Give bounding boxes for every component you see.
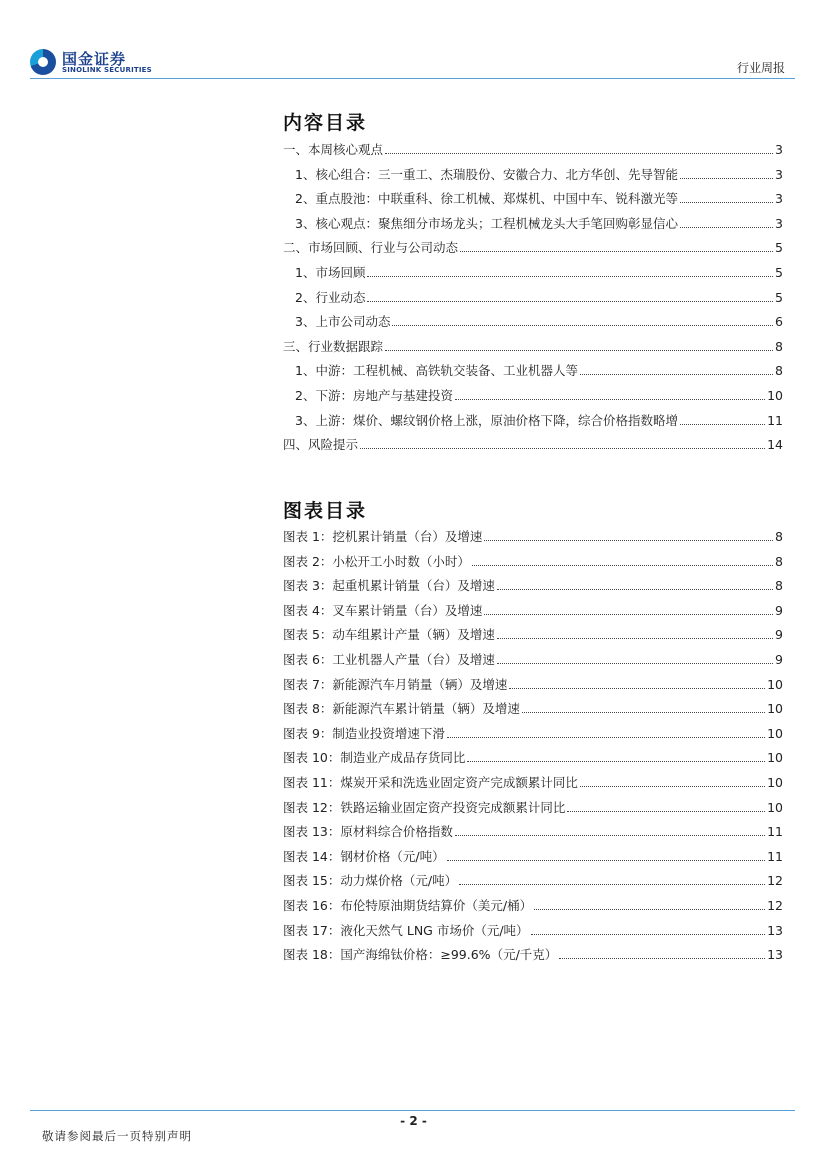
figure-entry-page: 12 xyxy=(767,897,783,913)
dot-leader xyxy=(447,860,766,861)
toc-entry-label: 四、风险提示 xyxy=(283,437,359,453)
figure-entry-page: 10 xyxy=(767,799,783,815)
logo-icon xyxy=(30,49,56,75)
figure-entry-page: 11 xyxy=(767,848,783,864)
dot-leader xyxy=(385,153,773,154)
toc-entry[interactable] xyxy=(283,140,783,165)
dot-leader xyxy=(497,663,773,664)
toc-entry[interactable] xyxy=(283,361,783,386)
toc-entry-label: 1、核心组合：三一重工、杰瑞股份、安徽合力、北方华创、先导智能 xyxy=(295,166,678,182)
page-number: - 2 - xyxy=(400,1114,427,1128)
dot-leader xyxy=(460,251,773,252)
toc-entry[interactable] xyxy=(283,189,783,214)
figure-entry-label: 图表 3：起重机累计销量（台）及增速 xyxy=(283,578,495,594)
figure-entry-page: 9 xyxy=(775,627,783,643)
figure-entry-label: 图表 16：布伦特原油期货结算价（美元/桶） xyxy=(283,897,533,913)
figure-entry[interactable] xyxy=(283,625,783,650)
figure-entry-label: 图表 18：国产海绵钛价格：≥99.6%（元/千克） xyxy=(283,947,558,963)
figure-entry[interactable] xyxy=(283,871,783,896)
toc-entry-label: 2、重点股池：中联重科、徐工机械、郑煤机、中国中车、锐科激光等 xyxy=(295,191,678,207)
figure-entry-label: 图表 5：动车组累计产量（辆）及增速 xyxy=(283,627,495,643)
dot-leader xyxy=(484,614,773,615)
dot-leader xyxy=(531,934,766,935)
toc-entry-page: 5 xyxy=(775,264,783,280)
figure-entry[interactable] xyxy=(283,921,783,946)
figure-entry[interactable] xyxy=(283,650,783,675)
table-of-contents xyxy=(283,140,783,460)
figure-entry-label: 图表 6：工业机器人产量（台）及增速 xyxy=(283,651,495,667)
toc-entry-label: 2、行业动态 xyxy=(295,289,366,305)
header-divider xyxy=(30,78,795,79)
toc-entry-label: 三、行业数据跟踪 xyxy=(283,338,384,354)
dot-leader xyxy=(455,399,765,400)
figure-entry-label: 图表 8：新能源汽车累计销量（辆）及增速 xyxy=(283,701,520,717)
dot-leader xyxy=(559,958,765,959)
figure-entry[interactable] xyxy=(283,847,783,872)
dot-leader xyxy=(484,540,773,541)
figure-entry[interactable] xyxy=(283,822,783,847)
dot-leader xyxy=(680,178,773,179)
toc-entry-label: 3、上游：煤价、螺纹钢价格上涨，原油价格下降，综合价格指数略增 xyxy=(295,412,678,428)
figure-entry[interactable] xyxy=(283,699,783,724)
disclaimer: 敬请参阅最后一页特别声明 xyxy=(42,1129,192,1143)
logo-english-name: SINOLINK SECURITIES xyxy=(62,66,152,74)
figure-entry-page: 12 xyxy=(767,873,783,889)
figure-entry[interactable] xyxy=(283,576,783,601)
toc-entry-page: 10 xyxy=(767,387,783,403)
figure-entry-page: 13 xyxy=(767,922,783,938)
figure-entry-page: 8 xyxy=(775,578,783,594)
toc-entry-label: 3、上市公司动态 xyxy=(295,314,391,330)
dot-leader xyxy=(367,276,773,277)
figure-entry-page: 11 xyxy=(767,824,783,840)
footer-divider xyxy=(30,1110,795,1111)
figure-entry-label: 图表 13：原材料综合价格指数 xyxy=(283,824,453,840)
dot-leader xyxy=(360,448,765,449)
figure-entry-page: 9 xyxy=(775,602,783,618)
figure-entry[interactable] xyxy=(283,527,783,552)
figure-entry-label: 图表 2：小松开工小时数（小时） xyxy=(283,553,470,569)
report-type: 行业周报 xyxy=(736,61,785,75)
figure-entry-label: 图表 12：铁路运输业固定资产投资完成额累计同比 xyxy=(283,799,566,815)
figure-entry-label: 图表 14：钢材价格（元/吨） xyxy=(283,848,445,864)
toc-entry-page: 3 xyxy=(775,215,783,231)
list-of-figures xyxy=(283,527,783,970)
figure-entry[interactable] xyxy=(283,945,783,970)
dot-leader xyxy=(392,325,773,326)
figure-entry-page: 10 xyxy=(767,701,783,717)
logo-chinese-name: 国金证券 xyxy=(62,50,127,68)
dot-leader xyxy=(567,811,765,812)
dot-leader xyxy=(385,350,773,351)
figure-entry-label: 图表 17：液化天然气 LNG 市场价（元/吨） xyxy=(283,922,529,938)
figure-entry-page: 8 xyxy=(775,529,783,544)
toc-entry-page: 14 xyxy=(767,437,783,453)
toc-entry[interactable] xyxy=(283,263,783,288)
toc-entry[interactable] xyxy=(283,312,783,337)
figure-entry-page: 13 xyxy=(767,947,783,963)
toc-entry[interactable] xyxy=(283,386,783,411)
figure-entry-label: 图表 11：煤炭开采和洗选业固定资产完成额累计同比 xyxy=(283,774,578,790)
toc-entry-page: 3 xyxy=(775,166,783,182)
toc-entry[interactable] xyxy=(283,165,783,190)
toc-entry[interactable] xyxy=(283,214,783,239)
figure-entry-label: 图表 4：叉车累计销量（台）及增速 xyxy=(283,602,483,618)
toc-entry-label: 2、下游：房地产与基建投资 xyxy=(295,387,453,403)
dot-leader xyxy=(497,589,773,590)
toc-entry-label: 1、中游：工程机械、高铁轨交装备、工业机器人等 xyxy=(295,363,578,379)
dot-leader xyxy=(467,761,765,762)
figure-entry[interactable] xyxy=(283,773,783,798)
figure-entry[interactable] xyxy=(283,601,783,626)
toc-entry-page: 3 xyxy=(775,191,783,207)
dot-leader xyxy=(472,565,773,566)
figure-entry[interactable] xyxy=(283,748,783,773)
figure-entry-label: 图表 15：动力煤价格（元/吨） xyxy=(283,873,458,889)
figure-entry-label: 图表 9：制造业投资增速下滑 xyxy=(283,725,445,741)
toc-entry-page: 3 xyxy=(775,142,783,157)
figure-entry-page: 10 xyxy=(767,676,783,692)
company-logo xyxy=(30,47,190,79)
toc-entry-label: 1、市场回顾 xyxy=(295,264,366,280)
dot-leader xyxy=(680,202,773,203)
figure-entry-label: 图表 10：制造业产成品存货同比 xyxy=(283,750,466,766)
figure-entry-label: 图表 1：挖机累计销量（台）及增速 xyxy=(283,529,483,544)
toc-entry[interactable] xyxy=(283,238,783,263)
figure-entry-page: 10 xyxy=(767,750,783,766)
toc-entry-page: 5 xyxy=(775,240,783,256)
page-header xyxy=(0,0,827,82)
figure-entry[interactable] xyxy=(283,552,783,577)
figure-entry-page: 9 xyxy=(775,651,783,667)
dot-leader xyxy=(580,786,765,787)
figure-entry[interactable] xyxy=(283,724,783,749)
dot-leader xyxy=(580,374,773,375)
toc-entry[interactable] xyxy=(283,288,783,313)
toc-entry[interactable] xyxy=(283,337,783,362)
dot-leader xyxy=(455,835,765,836)
toc-entry-label: 二、市场回顾、行业与公司动态 xyxy=(283,240,459,256)
toc-entry[interactable] xyxy=(283,411,783,436)
dot-leader xyxy=(680,227,773,228)
figure-entry-label: 图表 7：新能源汽车月销量（辆）及增速 xyxy=(283,676,508,692)
dot-leader xyxy=(522,712,765,713)
figure-entry[interactable] xyxy=(283,896,783,921)
dot-leader xyxy=(447,737,765,738)
toc-title: 内容目录 xyxy=(283,112,368,134)
figure-entry-page: 10 xyxy=(767,774,783,790)
toc-entry-page: 11 xyxy=(767,412,783,428)
dot-leader xyxy=(497,638,773,639)
figures-title: 图表目录 xyxy=(283,500,368,522)
toc-entry-label: 3、核心观点：聚焦细分市场龙头；工程机械龙头大手笔回购彰显信心 xyxy=(295,215,678,231)
figure-entry[interactable] xyxy=(283,798,783,823)
toc-entry-page: 6 xyxy=(775,314,783,330)
dot-leader xyxy=(534,909,765,910)
toc-entry-page: 8 xyxy=(775,363,783,379)
toc-entry[interactable] xyxy=(283,435,783,460)
dot-leader xyxy=(367,301,773,302)
dot-leader xyxy=(509,688,765,689)
toc-entry-page: 8 xyxy=(775,338,783,354)
figure-entry-page: 10 xyxy=(767,725,783,741)
figure-entry-page: 8 xyxy=(775,553,783,569)
figure-entry[interactable] xyxy=(283,675,783,700)
toc-entry-label: 一、本周核心观点 xyxy=(283,142,384,157)
dot-leader xyxy=(680,424,765,425)
dot-leader xyxy=(459,884,765,885)
toc-entry-page: 5 xyxy=(775,289,783,305)
